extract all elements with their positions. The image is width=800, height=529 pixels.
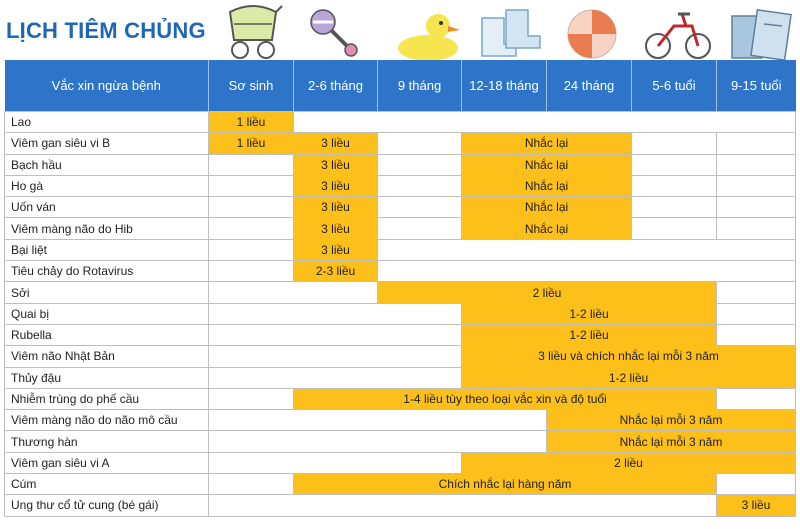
empty-cell	[717, 324, 796, 345]
dose-cell: 2-3 liều	[294, 261, 378, 282]
empty-cell	[209, 239, 294, 260]
empty-cell	[632, 197, 717, 218]
table-row	[5, 175, 796, 196]
empty-cell	[209, 431, 547, 452]
empty-cell	[294, 112, 796, 133]
table-row	[5, 218, 796, 239]
table-row	[5, 474, 796, 495]
vaccine-name: Viêm não Nhật Bản	[5, 346, 209, 367]
ball-icon	[562, 4, 622, 62]
vaccine-name: Tiêu chảy do Rotavirus	[5, 261, 209, 282]
empty-cell	[717, 175, 796, 196]
empty-cell	[209, 154, 294, 175]
table-row	[5, 282, 796, 303]
dose-cell: Nhắc lại	[462, 197, 632, 218]
vaccine-name: Lao	[5, 112, 209, 133]
empty-cell	[717, 282, 796, 303]
age-header: 12-18 tháng	[462, 60, 547, 112]
empty-cell	[378, 175, 462, 196]
table-row	[5, 239, 796, 260]
header-row	[5, 60, 796, 112]
vaccine-name: Viêm gan siêu vi B	[5, 133, 209, 154]
empty-cell	[378, 239, 796, 260]
table-row	[5, 112, 796, 133]
empty-cell	[209, 367, 462, 388]
vaccine-name: Sởi	[5, 282, 209, 303]
empty-cell	[378, 261, 796, 282]
dose-cell: Nhắc lại mỗi 3 năm	[547, 410, 796, 431]
empty-cell	[209, 218, 294, 239]
empty-cell	[717, 133, 796, 154]
empty-cell	[717, 218, 796, 239]
empty-cell	[209, 324, 462, 345]
vaccine-name: Ho gà	[5, 175, 209, 196]
empty-cell	[378, 197, 462, 218]
table-row	[5, 303, 796, 324]
vaccine-name: Cúm	[5, 474, 209, 495]
empty-cell	[717, 303, 796, 324]
age-header: 2-6 tháng	[294, 60, 378, 112]
empty-cell	[209, 410, 547, 431]
age-header: Sơ sinh	[209, 60, 294, 112]
dose-cell: 1-4 liều tùy theo loại vắc xin và độ tuổi	[294, 388, 717, 409]
empty-cell	[209, 175, 294, 196]
dose-cell: 3 liều	[294, 133, 378, 154]
empty-cell	[632, 175, 717, 196]
table-row	[5, 154, 796, 175]
empty-cell	[209, 346, 462, 367]
vaccine-name: Viêm gan siêu vi A	[5, 452, 209, 473]
table-row	[5, 452, 796, 473]
table-row	[5, 431, 796, 452]
empty-cell	[209, 495, 717, 516]
vaccine-name: Viêm màng não do Hib	[5, 218, 209, 239]
dose-cell: Nhắc lại	[462, 154, 632, 175]
dose-cell: 3 liều	[717, 495, 796, 516]
age-header: 5-6 tuổi	[632, 60, 717, 112]
duck-icon	[392, 4, 464, 62]
dose-cell: 3 liều	[294, 197, 378, 218]
vaccination-schedule-table	[4, 60, 796, 517]
dose-cell: 2 liều	[378, 282, 717, 303]
empty-cell	[717, 474, 796, 495]
empty-cell	[209, 282, 378, 303]
vaccine-name: Bại liệt	[5, 239, 209, 260]
table-row	[5, 197, 796, 218]
dose-cell: 3 liều	[294, 154, 378, 175]
dose-cell: 3 liều	[294, 218, 378, 239]
dose-cell: 1 liều	[209, 133, 294, 154]
empty-cell	[209, 452, 462, 473]
dose-cell: Nhắc lại	[462, 133, 632, 154]
vaccine-name: Rubella	[5, 324, 209, 345]
table-row	[5, 346, 796, 367]
dose-cell: 1-2 liều	[462, 303, 717, 324]
table-row	[5, 367, 796, 388]
empty-cell	[378, 133, 462, 154]
booties-icon	[476, 4, 542, 62]
dose-cell: 3 liều	[294, 175, 378, 196]
empty-cell	[632, 218, 717, 239]
vaccine-name: Ung thư cổ tử cung (bé gái)	[5, 495, 209, 516]
books-icon	[728, 4, 794, 62]
empty-cell	[209, 261, 294, 282]
empty-cell	[717, 388, 796, 409]
vaccine-name: Viêm màng não do não mô cầu	[5, 410, 209, 431]
dose-cell: Nhắc lại	[462, 218, 632, 239]
table-row	[5, 388, 796, 409]
vaccine-name: Bạch hầu	[5, 154, 209, 175]
dose-cell: 1 liều	[209, 112, 294, 133]
dose-cell: 3 liều và chích nhắc lại mỗi 3 năm	[462, 346, 796, 367]
empty-cell	[378, 154, 462, 175]
empty-cell	[632, 133, 717, 154]
rattle-icon	[305, 4, 365, 62]
dose-cell: 1-2 liều	[462, 324, 717, 345]
empty-cell	[378, 218, 462, 239]
age-header: 24 tháng	[547, 60, 632, 112]
vaccine-name: Nhiễm trùng do phế cầu	[5, 388, 209, 409]
age-header: 9 tháng	[378, 60, 462, 112]
empty-cell	[209, 474, 294, 495]
table-row	[5, 261, 796, 282]
empty-cell	[209, 197, 294, 218]
table-row	[5, 410, 796, 431]
tricycle-icon	[642, 4, 714, 62]
dose-cell: 2 liều	[462, 452, 796, 473]
dose-cell: Nhắc lại mỗi 3 năm	[547, 431, 796, 452]
vaccine-name: Thương hàn	[5, 431, 209, 452]
vaccine-name: Quai bị	[5, 303, 209, 324]
age-header: 9-15 tuổi	[717, 60, 796, 112]
table-row	[5, 324, 796, 345]
empty-cell	[209, 303, 462, 324]
table-row	[5, 495, 796, 516]
dose-cell: Chích nhắc lại hàng năm	[294, 474, 717, 495]
dose-cell: 1-2 liều	[462, 367, 796, 388]
vaccine-name: Uốn ván	[5, 197, 209, 218]
dose-cell: Nhắc lại	[462, 175, 632, 196]
stroller-icon	[220, 4, 286, 62]
dose-cell: 3 liều	[294, 239, 378, 260]
vaccine-column-header: Vắc xin ngừa bệnh	[5, 60, 209, 112]
page-title: LỊCH TIÊM CHỦNG	[6, 18, 206, 43]
empty-cell	[209, 388, 294, 409]
vaccine-name: Thủy đậu	[5, 367, 209, 388]
empty-cell	[717, 197, 796, 218]
empty-cell	[632, 154, 717, 175]
table-row	[5, 133, 796, 154]
empty-cell	[717, 154, 796, 175]
